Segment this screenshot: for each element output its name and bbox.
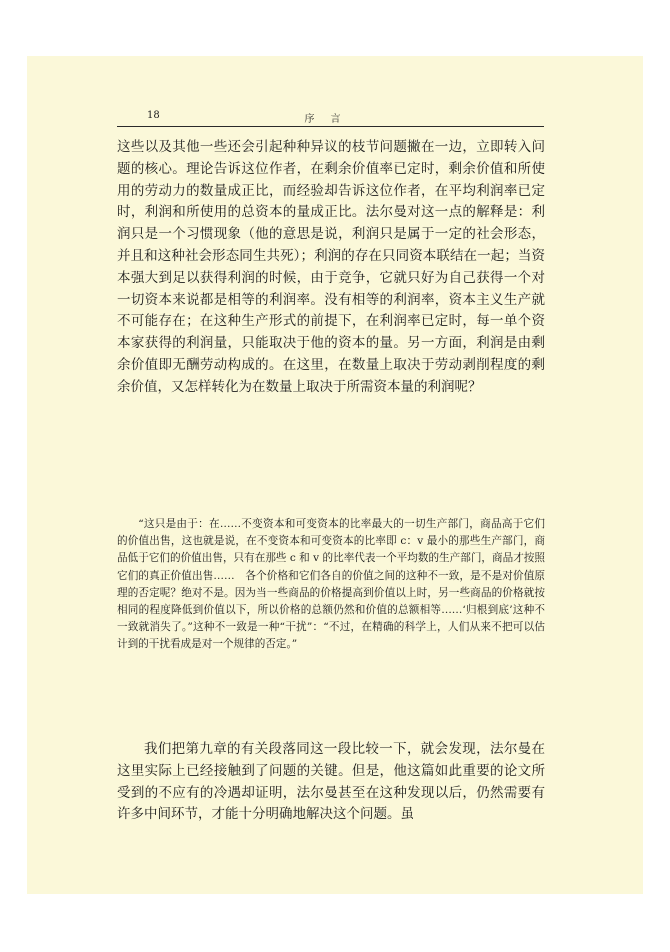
- paragraph-text: 我们把第九章的有关段落同这一段比较一下，就会发现，法尔曼在这里实际上已经接触到了问题的关键。但是，他这篇如此重要的论文所受到的不应有的冷遇却证明，法尔曼甚至在这种发现以后，仍然需要有许多中间环节，才能十分明确地解决这个问题。虽: [117, 741, 545, 823]
- body-paragraph-2: [117, 739, 545, 826]
- block-quote: [117, 516, 545, 654]
- running-header: [117, 108, 544, 127]
- page-number: 18: [147, 110, 160, 121]
- paragraph-text: 这些以及其他一些还会引起种种异议的枝节问题撇在一边，立即转入问题的核心。理论告诉这位作者，在剩余价值率已定时，剩余价值和所使用的劳动力的数量成正比，而经验却告诉这位作者，在平均利润率已定时，利润和所使用的总资本的量成正比。法尔曼对这一点的解释是：利润只是一个习惯现象（他的意思是说，利润只是属于一定的社会形态，并且和这种社会形态同生共死）；利润的存在只同资本联结在一起；当资本强大到足以获得利润的时候，由于竞争，它就只好为自己获得一个对一切资本来说都是相等的利润率。没有相等的利润率，资本主义生产就不可能存在；在这种生产形式的前提下，在利润率已定时，每一单个资本家获得的利润量，只能取决于他的资本的量。另一方面，利润是由剩余价值即无酬劳动构成的。在这里，在数量上取决于劳动剥削程度的剩余价值，又怎样转化为在数量上取决于所需资本量的利润呢？: [117, 139, 545, 395]
- quote-text: “这只是由于：在……不变资本和可变资本的比率最大的一切生产部门，商品高于它们的价值出售，这也就是说，在不变资本和可变资本的比率即 c：v 最小的那些生产部门，商品低于它们的价值出售，只有在那些 c 和 v 的比率代表一个平均数的生产部门，商品才按照它们的真正价值出售…… 各个价格和它们各自的价值之间的这种不一致，是不是对价值原理的否定呢？绝对不是。因为当一些商品的价格提高到价值以上时，另一些商品的价格就按相同的程度降低到价值以下，所以价格的总额仍然和价值的总额相等……‘归根到底’这种不一致就消失了。”这种不一致是一种“干扰”：“不过，在精确的科学上，人们从来不把可以估计到的干扰看成是对一个规律的否定。”: [117, 518, 545, 651]
- running-title: 序言: [304, 114, 357, 125]
- body-paragraph-1: [117, 137, 545, 399]
